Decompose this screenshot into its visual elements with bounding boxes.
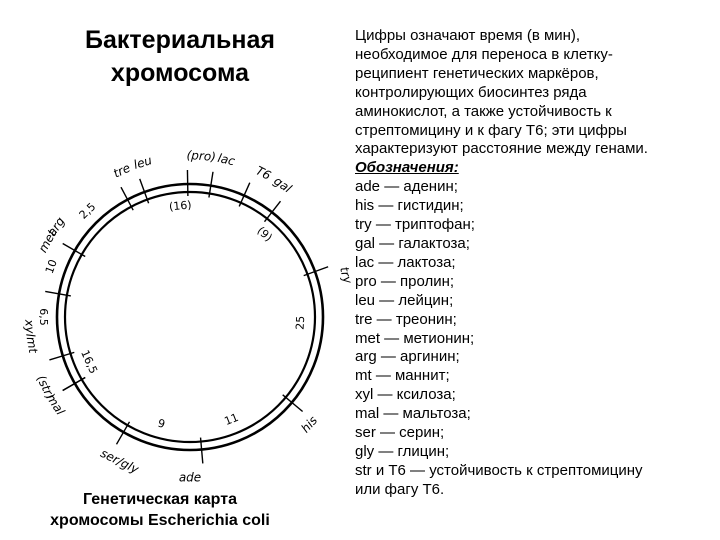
description-line: стрептомицину и к фагу Т6; эти цифры bbox=[355, 121, 627, 139]
description-line: реципиент генетических маркёров, bbox=[355, 64, 599, 82]
gene-label: mt bbox=[23, 335, 41, 355]
legend-item: xyl — ксилоза; bbox=[355, 386, 456, 404]
gene-label: arg bbox=[44, 214, 68, 239]
gene-label: try bbox=[337, 265, 355, 286]
gene-label: leu bbox=[131, 153, 154, 172]
gene-label: T6 bbox=[253, 163, 274, 183]
gene-label: met bbox=[35, 227, 60, 255]
gene-label: his bbox=[298, 413, 321, 436]
gene-label: (pro) bbox=[186, 147, 217, 164]
gene-label: mal bbox=[43, 391, 68, 418]
legend-list bbox=[355, 178, 720, 499]
interval-label: 11 bbox=[222, 410, 241, 429]
chromosome-map bbox=[0, 0, 355, 540]
caption-line-2: хромосомы Escherichia coli bbox=[50, 512, 270, 529]
interval-label: 25 bbox=[293, 315, 308, 331]
interval-labels bbox=[37, 198, 307, 430]
chromosome-ring bbox=[57, 184, 323, 450]
legend-item: str и T6 — устойчивость к стрептомицину bbox=[355, 461, 643, 479]
interval-label: (9) bbox=[254, 224, 275, 245]
legend-item: leu — лейцин; bbox=[355, 291, 454, 309]
interval-label: 2,5 bbox=[76, 200, 99, 222]
legend-item: mt — маннит; bbox=[355, 367, 450, 385]
legend-item: tre — треонин; bbox=[355, 310, 457, 328]
interval-label: 6,5 bbox=[37, 308, 50, 326]
legend-item: met — метионин; bbox=[355, 329, 475, 347]
gene-label: gal bbox=[271, 173, 295, 196]
interval-label: 9 bbox=[156, 416, 167, 431]
gene-label: ade bbox=[178, 470, 202, 485]
title-line-1: Бактериальная bbox=[85, 26, 275, 54]
gene-label: xyl bbox=[22, 318, 38, 338]
legend-item: arg — аргинин; bbox=[355, 348, 460, 366]
legend-item: mal — мальтоза; bbox=[355, 405, 471, 423]
description-line: аминокислот, а также устойчивость к bbox=[355, 102, 612, 120]
interval-label: (16) bbox=[168, 198, 193, 214]
legend-item: gly — глицин; bbox=[355, 442, 450, 460]
gene-label: (str) bbox=[33, 372, 58, 402]
ring-inner bbox=[65, 192, 315, 442]
legend-item: lac — лактоза; bbox=[355, 253, 456, 271]
legend-item: gal — галактоза; bbox=[355, 234, 470, 252]
legend-panel bbox=[355, 27, 720, 500]
description-line: Цифры означают время (в мин), bbox=[355, 27, 581, 44]
caption-line-1: Генетическая карта bbox=[83, 491, 237, 508]
interval-label: 10 bbox=[42, 257, 60, 276]
description-line: характеризуют расстояние между генами. bbox=[355, 140, 648, 158]
legend-item: his — гистидин; bbox=[355, 197, 464, 215]
legend-heading: Обозначения: bbox=[355, 159, 459, 177]
description-line: контролирующих биосинтез ряда bbox=[355, 83, 587, 101]
legend-item: ser — серин; bbox=[355, 424, 445, 442]
description-line: необходимое для переноса в клетку- bbox=[355, 45, 613, 63]
title-line-2: хромосома bbox=[110, 59, 250, 87]
legend-item: pro — пролин; bbox=[355, 272, 455, 290]
gene-label: lac bbox=[216, 150, 237, 169]
legend-item: try — триптофан; bbox=[355, 216, 475, 234]
figure-caption bbox=[10, 489, 310, 531]
gene-label: tre bbox=[111, 160, 133, 181]
ring-outer bbox=[57, 184, 323, 450]
description-text bbox=[355, 27, 720, 159]
interval-label: 16,5 bbox=[78, 348, 100, 376]
legend-item: или фагу Т6. bbox=[355, 480, 445, 498]
gene-label: ser/gly bbox=[98, 446, 141, 477]
legend-item: ade — аденин; bbox=[355, 178, 458, 196]
